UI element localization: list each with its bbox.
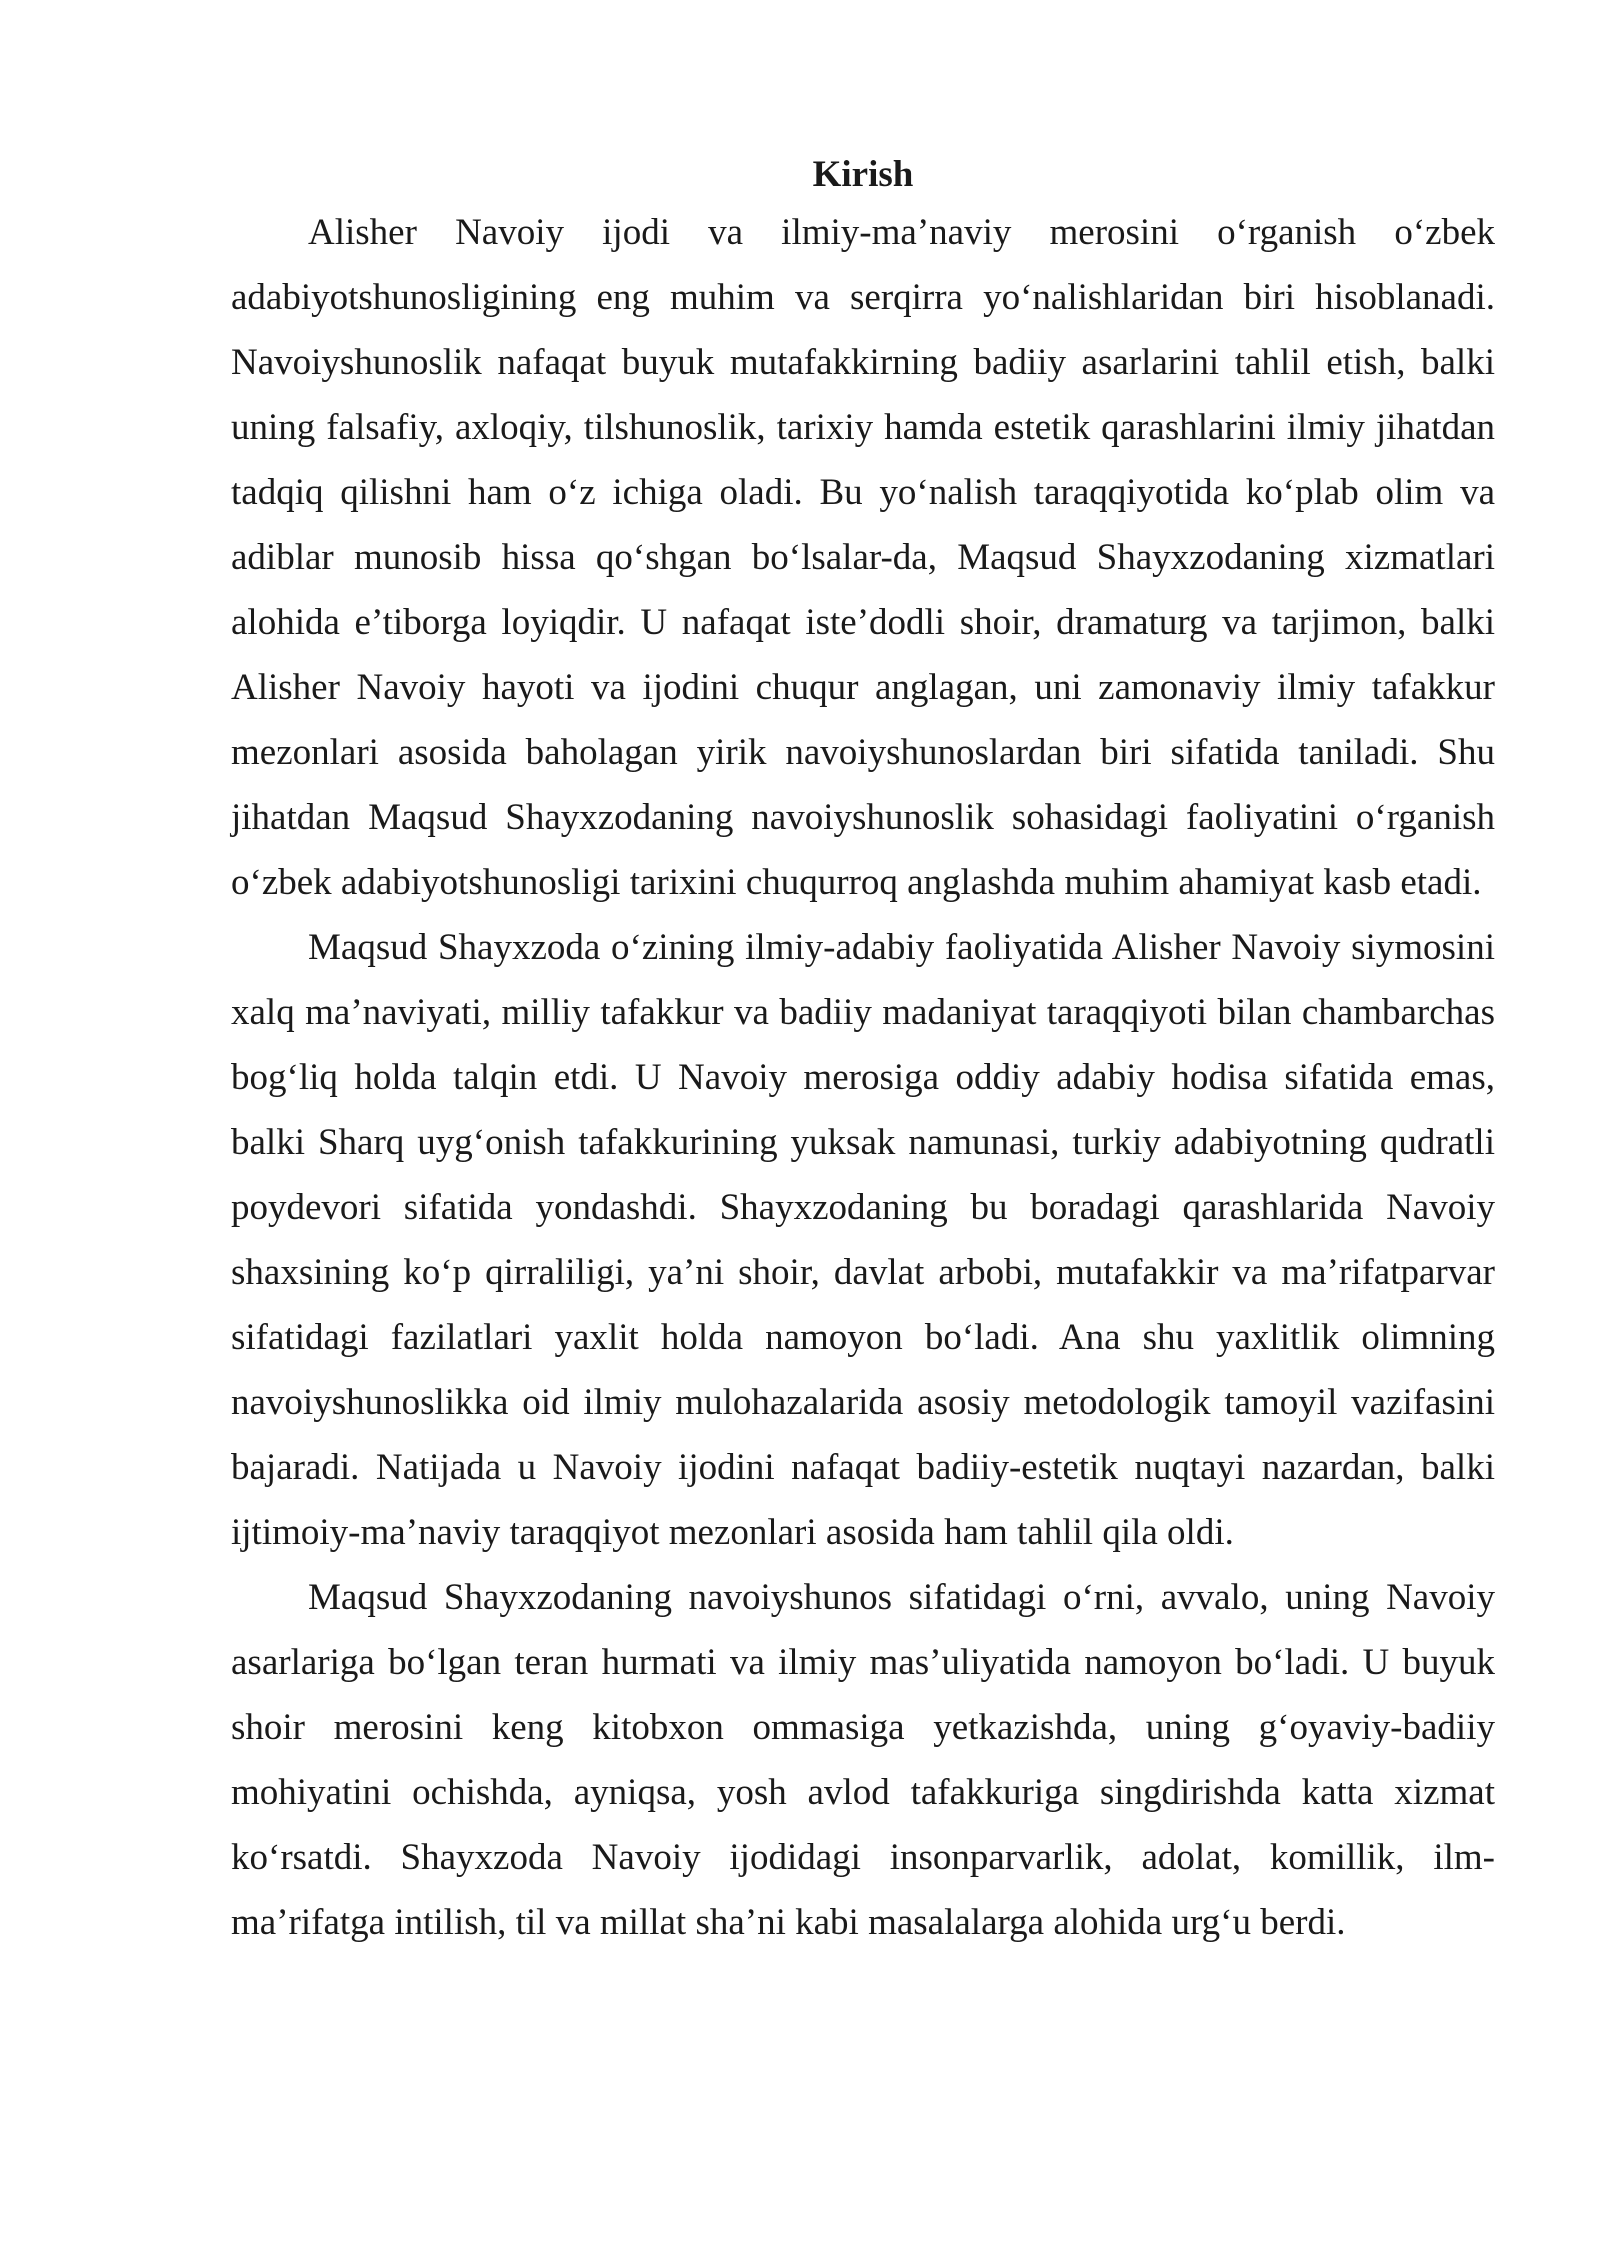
paragraph-2: Maqsud Shayxzoda o‘zining ilmiy-adabiy faoliyatida Alisher Navoiy siymosini xalq ma’naviyati, milliy tafakkur va badiiy madaniyat taraqqiyoti bilan chambarchas bog‘liq holda talqin etdi. U Navoiy merosiga oddiy adabiy hodisa sifatida emas, balki Sharq uyg‘onish tafakkurining yuksak namunasi, turkiy adabiyotning qudratli poydevori sifatida yondashdi. Shayxzodaning bu boradagi qarashlarida Navoiy shaxsining ko‘p qirraliligi, ya’ni shoir, davlat arbobi, mutafakkir va ma’rifatparvar sifatidagi fazilatlari yaxlit holda namoyon bo‘ladi. Ana shu yaxlitlik olimning navoiyshunoslikka oid ilmiy mulohazalarida asosiy metodologik tamoyil vazifasini bajaradi. Natijada u Navoiy ijodini nafaqat badiiy-estetik nuqtayi nazardan, balki ijtimoiy-ma’naviy taraqqiyot mezonlari asosida ham tahlil qila oldi. — [231, 927, 1495, 1553]
section-title: Kirish — [812, 154, 914, 195]
paragraph-1: Alisher Navoiy ijodi va ilmiy-ma’naviy merosini o‘rganish o‘zbek adabiyotshunosligining eng muhim va serqirra yo‘nalishlaridan biri hisoblanadi. Navoiyshunoslik nafaqat buyuk mutafakkirning badiiy asarlarini tahlil etish, balki uning falsafiy, axloqiy, tilshunoslik, tarixiy hamda estetik qarashlarini ilmiy jihatdan tadqiq qilishni ham o‘z ichiga oladi. Bu yo‘nalish taraqqiyotida ko‘plab olim va adiblar munosib hissa qo‘shgan bo‘lsalar-da, Maqsud Shayxzodaning xizmatlari alohida e’tiborga loyiqdir. U nafaqat iste’dodli shoir, dramaturg va tarjimon, balki Alisher Navoiy hayoti va ijodini chuqur anglagan, uni zamonaviy ilmiy tafakkur mezonlari asosida baholagan yirik navoiyshunoslardan biri sifatida taniladi. Shu jihatdan Maqsud Shayxzodaning navoiyshunoslik sohasidagi faoliyatini o‘rganish o‘zbek adabiyotshunosligi tarixini chuqurroq anglashda muhim ahamiyat kasb etadi. — [231, 212, 1495, 903]
paragraph-3: Maqsud Shayxzodaning navoiyshunos sifatidagi o‘rni, avvalo, uning Navoiy asarlariga bo‘lgan teran hurmati va ilmiy mas’uliyatida namoyon bo‘ladi. U buyuk shoir merosini keng kitobxon ommasiga yetkazishda, uning g‘oyaviy-badiiy mohiyatini ochishda, ayniqsa, yosh avlod tafakkuriga singdirishda katta xizmat ko‘rsatdi. Shayxzoda Navoiy ijodidagi insonparvarlik, adolat, komillik, ilm-ma’rifatga intilish, til va millat sha’ni kabi masalalarga alohida urg‘u berdi. — [231, 1577, 1495, 1943]
document-body — [231, 150, 1495, 1955]
